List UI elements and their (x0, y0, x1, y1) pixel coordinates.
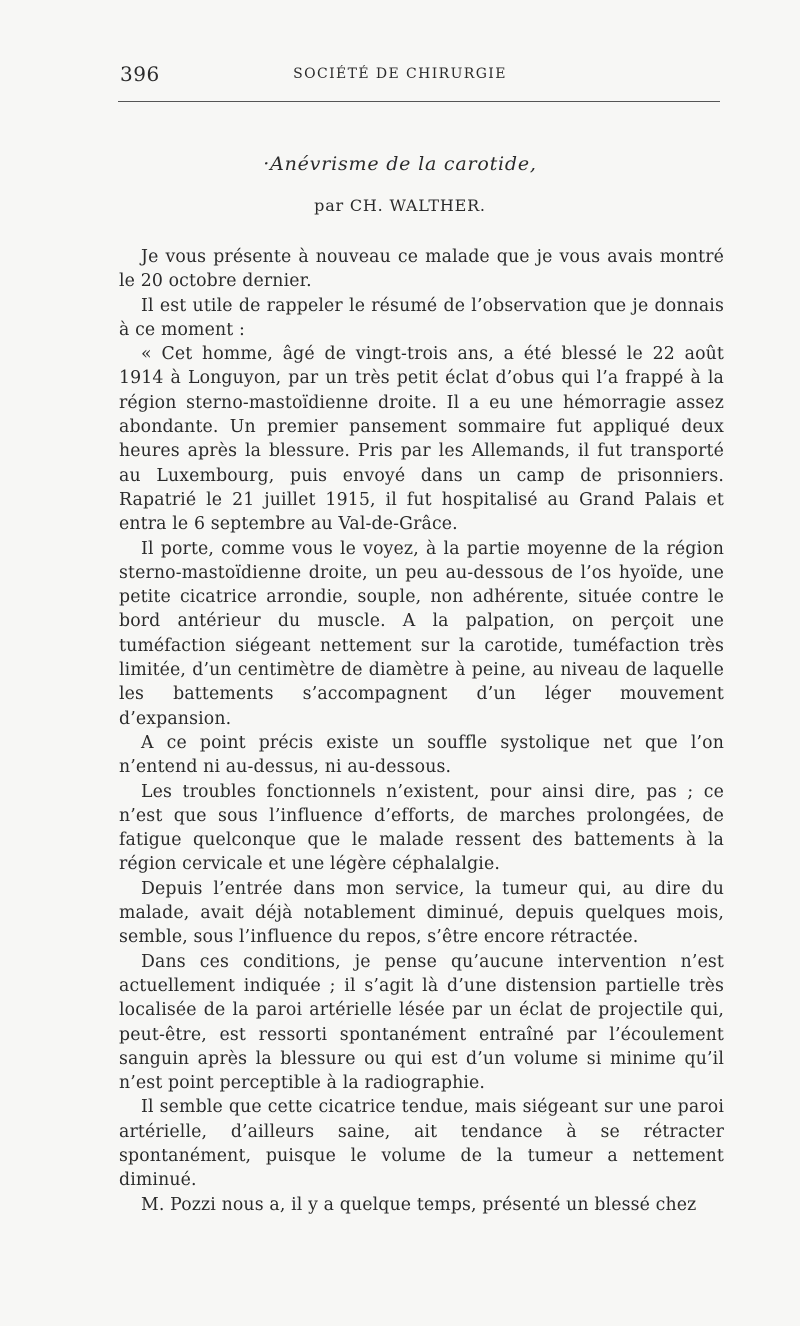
paragraph: Je vous présente à nouveau ce malade que je vous avais montré le 20 octobre dernier. (119, 247, 724, 292)
article-body (119, 245, 724, 1217)
running-head: SOCIÉTÉ DE CHIRURGIE (293, 66, 507, 82)
article-title: ·Anévrisme de la carotide, (263, 153, 537, 175)
paragraph: Les troubles fonctionnels n’existent, pour ainsi dire, pas ; ce n’est que sous l’influence d’efforts, de marches prolongées, de fatigue quelconque que le malade ressent des battements à la région cervicale et une légère céphalalgie. (119, 781, 724, 875)
page-number: 396 (120, 62, 160, 86)
header-rule (118, 101, 720, 102)
paragraph: Il porte, comme vous le voyez, à la partie moyenne de la région sterno-mastoïdienne droite, un peu au-dessous de l’os hyoïde, une petite cicatrice arrondie, souple, non adhérente, située contre le bord antérieur du muscle. A la palpation, on perçoit une tuméfaction siégeant nettement sur la carotide, tuméfaction très limitée, d’un centimètre de diamètre à peine, au niveau de laquelle les battements s’accompagnent d’un léger mouvement d’expansion. (119, 538, 724, 729)
article-byline: par CH. WALTHER. (314, 196, 486, 215)
paragraph: Depuis l’entrée dans mon service, la tumeur qui, au dire du malade, avait déjà notablement diminué, depuis quelques mois, semble, sous l’influence du repos, s’être encore rétractée. (119, 878, 724, 948)
paragraph: M. Pozzi nous a, il y a quelque temps, présenté un blessé chez (141, 1194, 697, 1215)
paragraph: A ce point précis existe un souffle systolique net que l’on n’entend ni au-dessus, ni au-dessous. (119, 732, 724, 778)
paragraph: Il est utile de rappeler le résumé de l’observation que je donnais à ce moment : (119, 295, 724, 340)
paragraph: « Cet homme, âgé de vingt-trois ans, a été blessé le 22 août 1914 à Longuyon, par un très petit éclat d’obus qui l’a frappé à la région sterno-mastoïdienne droite. Il a eu une hémorragie assez abondante. Un premier pansement sommaire fut appliqué deux heures après la blessure. Pris par les Allemands, il fut transporté au Luxembourg, puis envoyé dans un camp de prisonniers. Rapatrié le 21 juillet 1915, il fut hospitalisé au Grand Palais et entra le 6 septembre au Val-de-Grâce. (119, 344, 724, 535)
paragraph: Il semble que cette cicatrice tendue, mais siégeant sur une paroi artérielle, d’ailleurs saine, ait tendance à se rétracter spontanément, puisque le volume de la tumeur a nettement diminué. (119, 1097, 724, 1191)
paragraph: Dans ces conditions, je pense qu’aucune intervention n’est actuellement indiquée ; il s’agit là d’une distension partielle très localisée de la paroi artérielle lésée par un éclat de projectile qui, peut-être, est ressorti spontanément entraîné par l’écoulement sanguin après la blessure ou qui est d’un volume si minime qu’il n’est point perceptible à la radiographie. (119, 951, 724, 1094)
